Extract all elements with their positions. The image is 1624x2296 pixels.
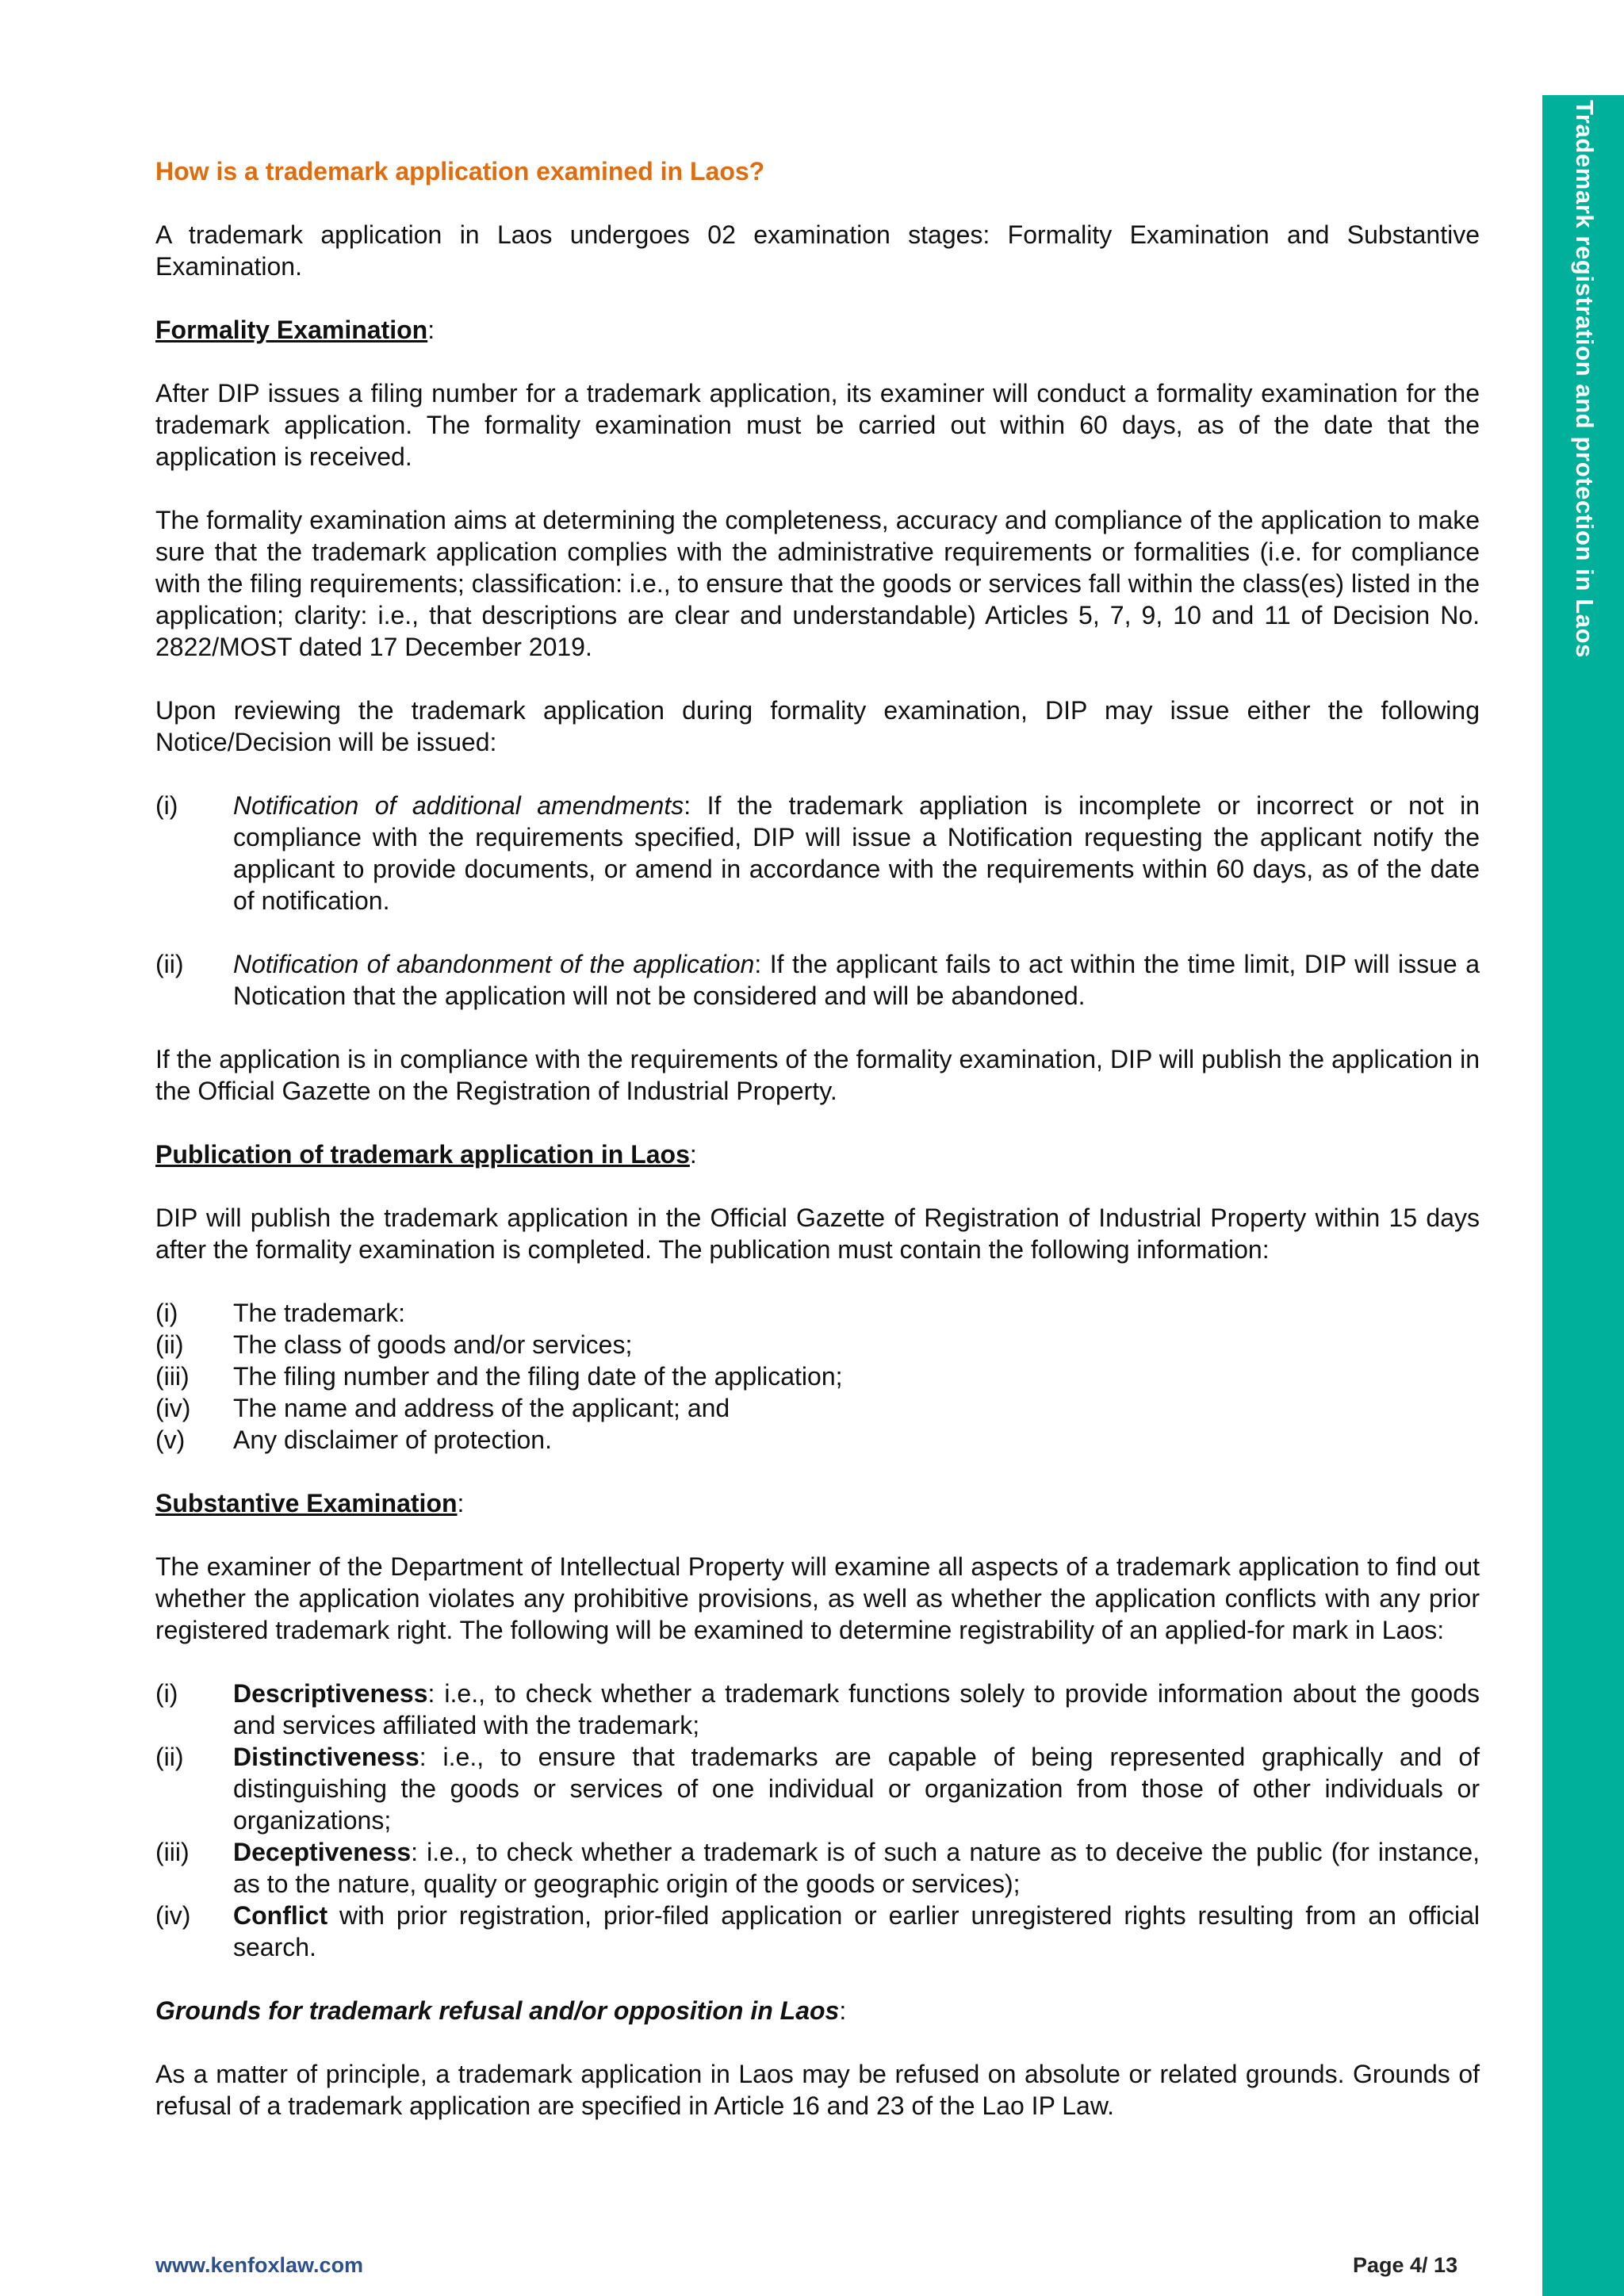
criteria-number: (i) xyxy=(155,1679,178,1708)
notice-number: (i) xyxy=(155,791,178,820)
criteria-label: Deceptiveness xyxy=(233,1838,412,1866)
side-tab-title: Trademark registration and protection in Laos xyxy=(1571,100,1599,658)
criteria-item xyxy=(155,1836,1480,1900)
notice-body xyxy=(233,948,1480,1012)
criteria-label: Conflict xyxy=(233,1901,328,1930)
substantive-heading: Substantive Examination: xyxy=(155,1489,465,1517)
publication-list xyxy=(155,1297,1480,1456)
criteria-number: (iv) xyxy=(155,1901,191,1930)
item-text: Any disclaimer of protection. xyxy=(233,1425,552,1454)
formality-paragraph-1: After DIP issues a filing number for a trademark application, its examiner will conduct a formality examination for the trademark application. The formality examination must be carried out within 60 days, as of the date that the application is received. xyxy=(155,379,1480,471)
list-item xyxy=(155,1297,1480,1329)
notice-text: : If the trademark appliation is incomplete or incorrect or not in compliance with the requirements specified, DIP will issue a Notification requesting the applicant notify the applicant to provide documents, or amend in accordance with the requirements within 60 days, as of the date of notification. xyxy=(233,791,1480,915)
item-number: (i) xyxy=(155,1299,178,1327)
item-number: (iii) xyxy=(155,1362,190,1391)
item-text: The class of goods and/or services; xyxy=(233,1330,633,1359)
grounds-heading: Grounds for trademark refusal and/or opposition in Laos: xyxy=(155,1996,847,2025)
item-number: (ii) xyxy=(155,1330,184,1359)
notice-item xyxy=(155,790,1480,916)
criteria-text: : i.e., to check whether a trademark is of such a nature as to deceive the public (for instance, as to the nature, quality or geographic origin of the goods or services); xyxy=(233,1838,1480,1898)
criteria-body xyxy=(233,1836,1480,1900)
formality-paragraph-3: Upon reviewing the trademark application during formality examination, DIP may issue either the following Notice/Decision will be issued: xyxy=(155,696,1480,756)
criteria-number: (ii) xyxy=(155,1743,184,1771)
publication-paragraph: DIP will publish the trademark application in the Official Gazette of Registration of Industrial Property within 15 days after the formality examination is completed. The publication must contain the following information: xyxy=(155,1203,1480,1264)
list-item xyxy=(155,1424,1480,1456)
formality-heading: Formality Examination: xyxy=(155,316,435,344)
item-text: The trademark: xyxy=(233,1299,405,1327)
item-text: The filing number and the filing date of the application; xyxy=(233,1362,843,1391)
publication-title: Publication of trademark application in Laos xyxy=(155,1140,690,1169)
criteria-text: : i.e., to ensure that trademarks are capable of being represented graphically and of distinguishing the goods or services of one individual or organization from those of other individuals or organizations; xyxy=(233,1743,1480,1835)
item-text: The name and address of the applicant; and xyxy=(233,1394,730,1422)
page-number: Page 4/ 13 xyxy=(1353,2253,1458,2277)
item-number: (iv) xyxy=(155,1394,191,1422)
criteria-label: Descriptiveness xyxy=(233,1679,428,1708)
criteria-item xyxy=(155,1900,1480,1963)
list-item xyxy=(155,1329,1480,1360)
notice-body xyxy=(233,790,1480,916)
criteria-body xyxy=(233,1741,1480,1836)
notice-number: (ii) xyxy=(155,950,184,978)
substantive-paragraph: The examiner of the Department of Intellectual Property will examine all aspects of a trademark application to find out whether the application violates any prohibitive provisions, as well as whether the application conflicts with any prior registered trademark right. The following will be examined to determine registrability of an applied-for mark in Laos: xyxy=(155,1552,1480,1644)
criteria-body xyxy=(233,1900,1480,1963)
notice-item xyxy=(155,948,1480,1012)
criteria-list xyxy=(155,1678,1480,1963)
publication-heading: Publication of trademark application in Laos: xyxy=(155,1140,697,1169)
formality-paragraph-2: The formality examination aims at determining the completeness, accuracy and compliance of the application to make sure that the trademark application complies with the administrative requirements or formalities (i.e. for compliance with the filing requirements; classification: i.e., to ensure that the goods or services fall within the class(es) listed in the application; clarity: i.e., that descriptions are clear and understandable) Articles 5, 7, 9, 10 and 11 of Decision No. 2822/MOST dated 17 December 2019. xyxy=(155,506,1480,661)
notice-label: Notification of additional amendments xyxy=(233,791,684,820)
notice-label: Notification of abandonment of the application xyxy=(233,950,755,978)
criteria-body xyxy=(233,1678,1480,1741)
formality-paragraph-4: If the application is in compliance with the requirements of the formality examination, DIP will publish the application in the Official Gazette on the Registration of Industrial Property. xyxy=(155,1045,1480,1105)
notice-text: : If the applicant fails to act within the time limit, DIP will issue a Notication that the application will not be considered and will be abandoned. xyxy=(233,950,1480,1010)
grounds-paragraph: As a matter of principle, a trademark application in Laos may be refused on absolute or related grounds. Grounds of refusal of a trademark application are specified in Article 16 and 23 of the Lao IP Law. xyxy=(155,2060,1480,2120)
substantive-title: Substantive Examination xyxy=(155,1489,458,1517)
formality-title: Formality Examination xyxy=(155,316,428,344)
notice-list xyxy=(155,790,1480,1012)
criteria-text: : i.e., to check whether a trademark functions solely to provide information about the goods and services affiliated with the trademark; xyxy=(233,1679,1480,1739)
item-number: (v) xyxy=(155,1425,186,1454)
criteria-number: (iii) xyxy=(155,1838,190,1866)
criteria-item xyxy=(155,1678,1480,1741)
criteria-item xyxy=(155,1741,1480,1836)
list-item xyxy=(155,1392,1480,1424)
page-heading: How is a trademark application examined in Laos? xyxy=(155,157,765,186)
criteria-label: Distinctiveness xyxy=(233,1743,419,1771)
footer-website-link[interactable]: www.kenfoxlaw.com xyxy=(155,2253,364,2277)
intro-paragraph: A trademark application in Laos undergoes 02 examination stages: Formality Examination and Substantive Examination. xyxy=(155,220,1480,281)
criteria-text: with prior registration, prior-filed application or earlier unregistered rights resulting from an official search. xyxy=(233,1901,1480,1961)
list-item xyxy=(155,1360,1480,1392)
grounds-title: Grounds for trademark refusal and/or opposition in Laos xyxy=(155,1996,840,2025)
document-body xyxy=(155,155,1480,2153)
